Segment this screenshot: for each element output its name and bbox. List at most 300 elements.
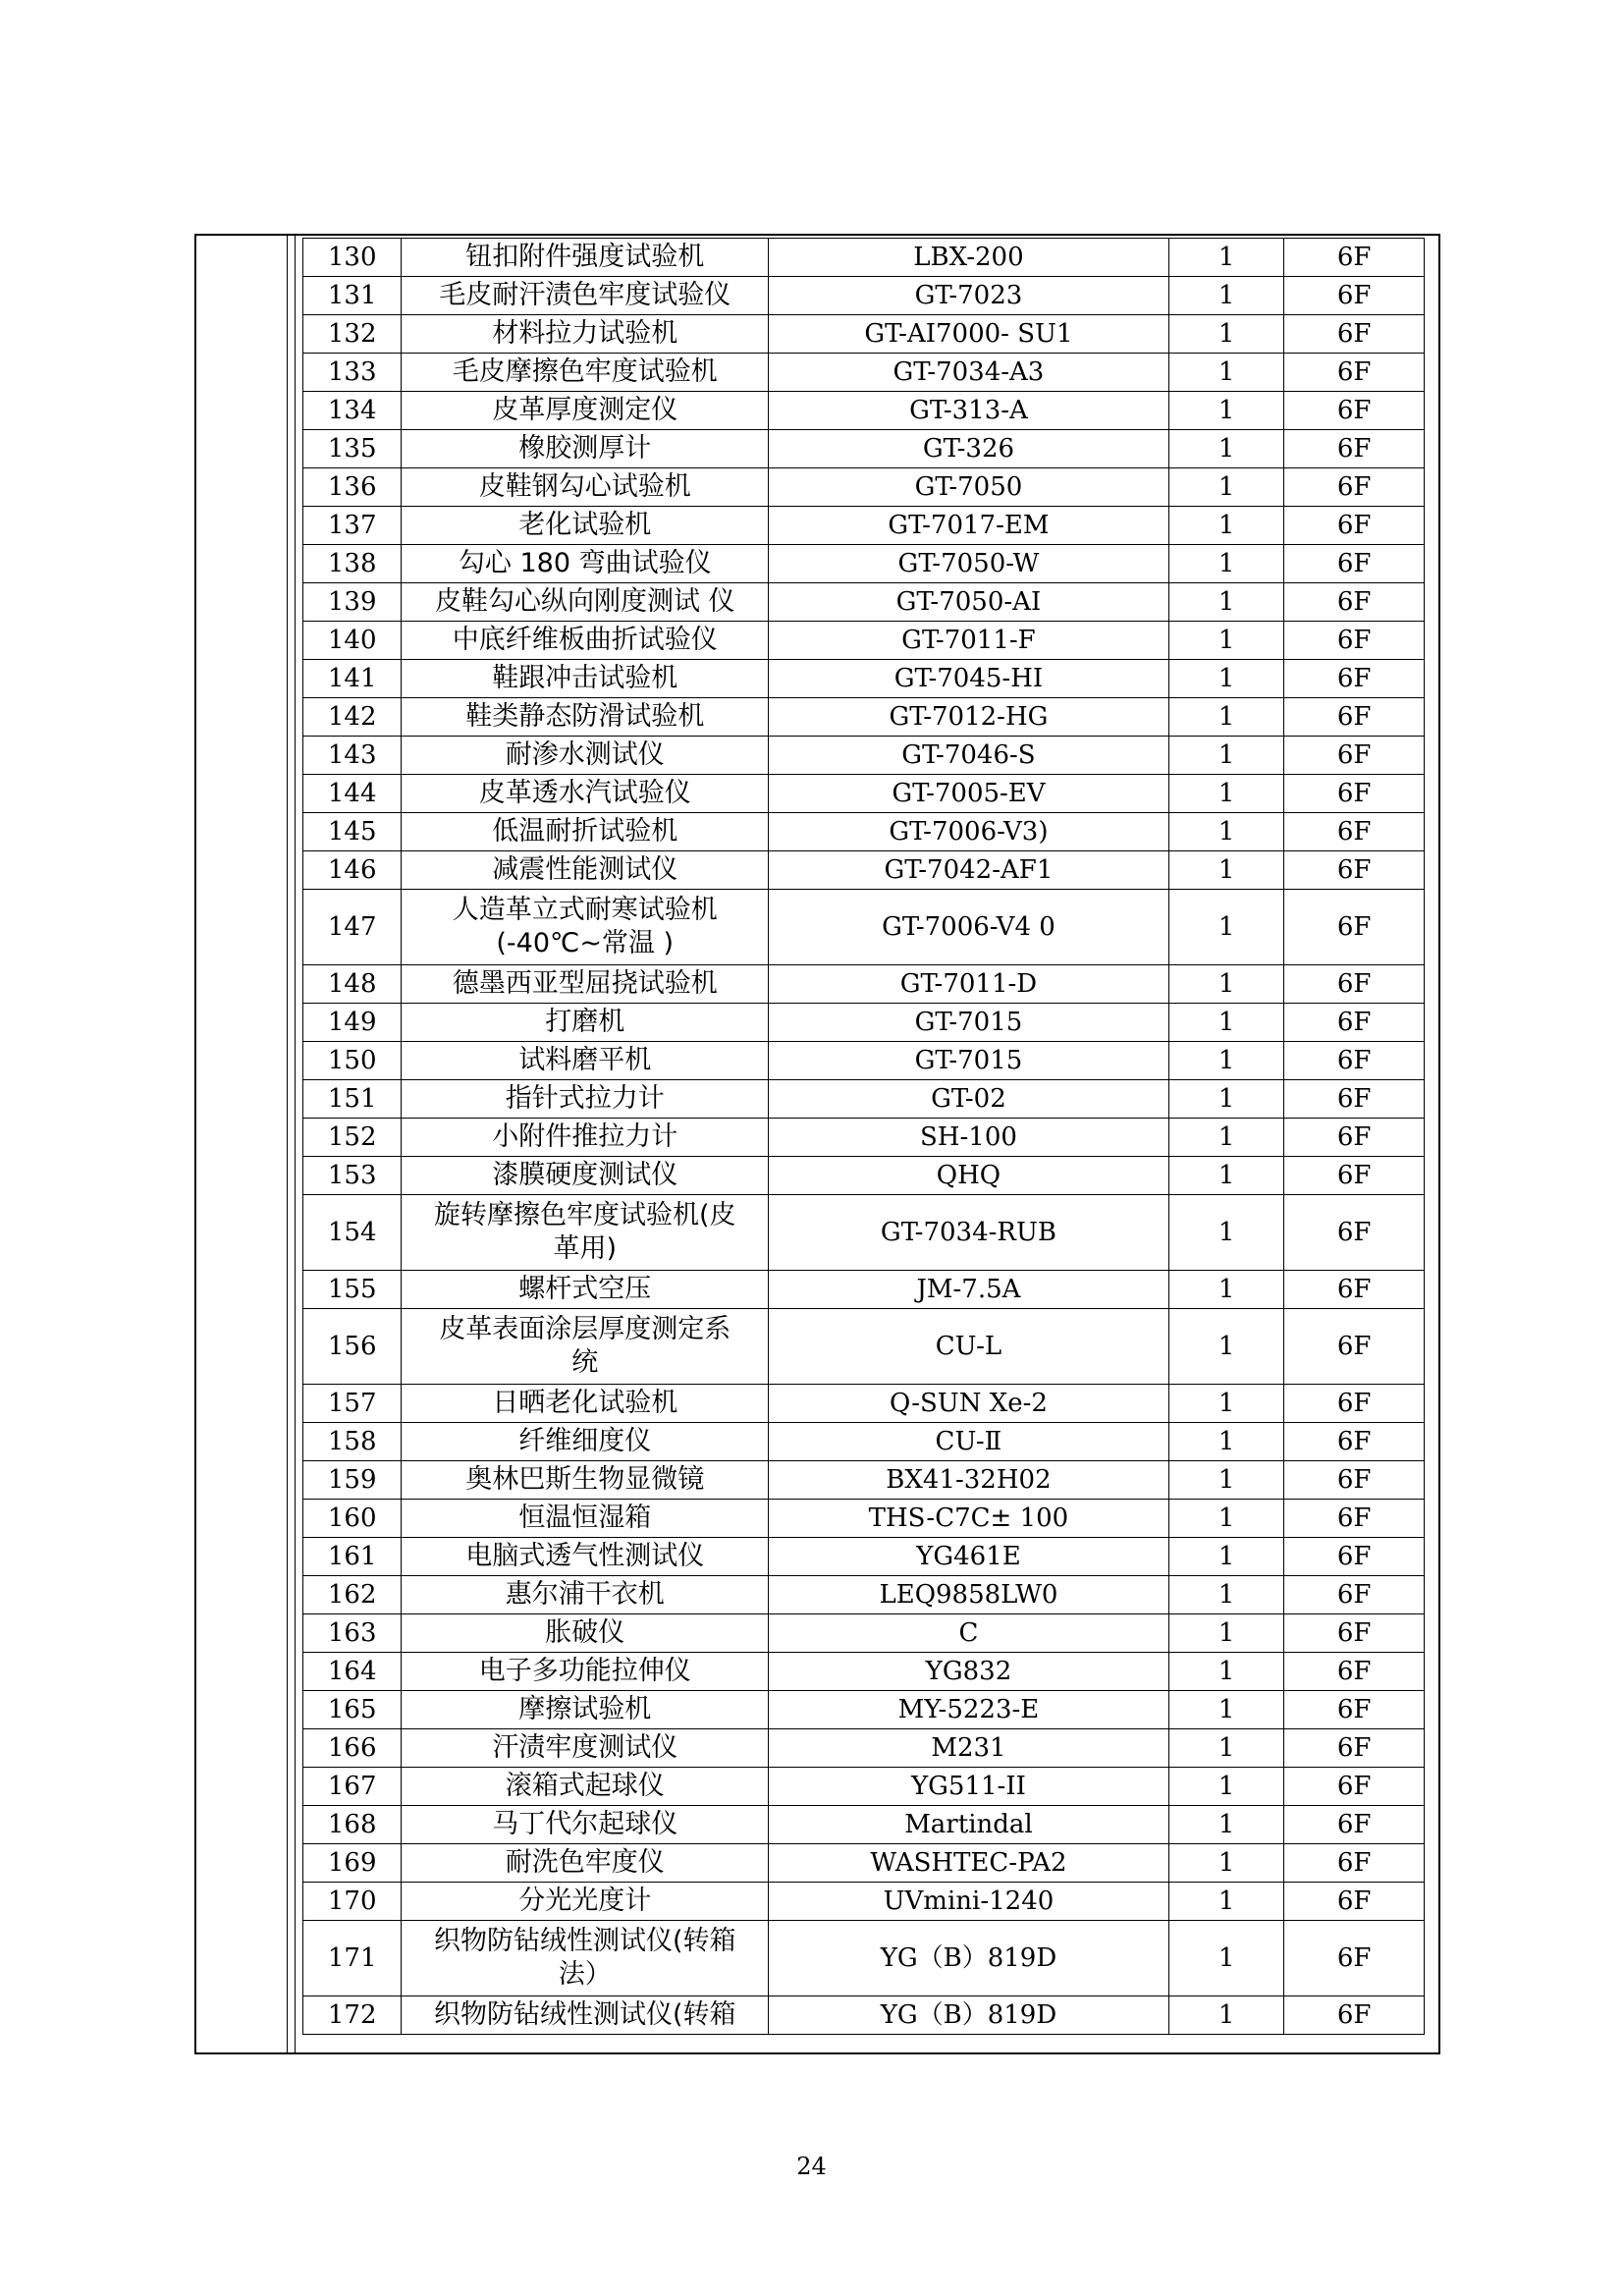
model-cell [769,239,1169,277]
floor-cell-text: 6F [1336,1886,1372,1916]
equipment-table-frame [194,234,1440,2054]
row-number-cell-text: 141 [327,664,377,693]
floor-cell [1284,1461,1425,1500]
quantity-cell [1168,239,1284,277]
floor-cell-text: 6F [1336,1465,1372,1495]
floor-cell-text: 6F [1336,357,1372,387]
equipment-name-cell-text: 恒温恒湿箱 [518,1503,652,1533]
quantity-cell [1168,1691,1284,1729]
model-cell-text: GT-7023 [914,281,1023,310]
quantity-cell-text: 1 [1217,1580,1235,1610]
table-row [303,1500,1425,1538]
model-cell [769,622,1169,660]
table-row [303,698,1425,737]
floor-cell-text: 6F [1336,1332,1372,1361]
floor-cell-text: 6F [1336,1427,1372,1456]
model-cell-text: GT-7015 [914,1046,1023,1075]
floor-cell [1284,1271,1425,1309]
row-number-cell-text: 168 [327,1810,377,1839]
model-cell [769,1461,1169,1500]
floor-cell [1284,1614,1425,1653]
model-cell-text: GT-7006-V4 0 [882,912,1055,942]
equipment-name-cell-text: 皮鞋勾心纵向刚度测试 仪 [434,586,735,617]
row-number-cell [303,1729,402,1768]
quantity-cell-text: 1 [1217,511,1235,540]
equipment-name-cell-text: 织物防钻绒性测试仪(转箱 [433,1999,736,2030]
row-number-cell-text: 161 [327,1542,377,1571]
equipment-name-cell-text: 电子多功能拉伸仪 [478,1656,691,1686]
equipment-name-cell [402,698,769,737]
table-row [303,1921,1425,1996]
quantity-cell [1168,1042,1284,1080]
model-cell-text: QHQ [936,1161,1001,1190]
floor-cell [1284,1806,1425,1844]
row-number-cell [303,1271,402,1309]
quantity-cell-text: 1 [1217,434,1235,464]
floor-cell-text: 6F [1336,664,1372,693]
row-number-cell-text: 170 [327,1886,377,1916]
equipment-name-cell [402,1461,769,1500]
quantity-cell [1168,1729,1284,1768]
model-cell-text: YG（B）819D [880,2000,1057,2030]
quantity-cell [1168,583,1284,622]
model-cell [769,1844,1169,1883]
floor-cell-text: 6F [1336,1695,1372,1724]
quantity-cell-text: 1 [1217,1542,1235,1571]
equipment-name-cell [402,583,769,622]
row-number-cell [303,1157,402,1195]
model-cell [769,698,1169,737]
model-cell-text: GT-02 [931,1084,1006,1114]
floor-cell-text: 6F [1336,1503,1372,1533]
row-number-cell-text: 153 [327,1161,377,1190]
model-cell [769,354,1169,392]
table-row [303,1080,1425,1119]
quantity-cell-text: 1 [1217,357,1235,387]
model-cell-text: MY-5223-E [897,1695,1040,1724]
equipment-table [302,238,1425,2035]
equipment-name-cell [402,1423,769,1461]
table-row [303,1729,1425,1768]
row-number-cell-text: 156 [327,1332,377,1361]
model-cell-text: C [958,1618,979,1648]
floor-cell-text: 6F [1336,1848,1372,1878]
table-row [303,354,1425,392]
quantity-cell [1168,1423,1284,1461]
quantity-cell [1168,1768,1284,1806]
quantity-cell [1168,1500,1284,1538]
floor-cell [1284,1691,1425,1729]
quantity-cell [1168,1614,1284,1653]
table-row [303,545,1425,583]
quantity-cell [1168,1004,1284,1042]
equipment-name-cell [402,622,769,660]
row-number-cell [303,1576,402,1614]
model-cell [769,1271,1169,1309]
model-cell [769,851,1169,890]
model-cell-text: GT-7011-F [901,626,1036,655]
quantity-cell-text: 1 [1217,1275,1235,1304]
model-cell [769,1653,1169,1691]
quantity-cell [1168,468,1284,507]
quantity-cell-text: 1 [1217,740,1235,770]
floor-cell [1284,1729,1425,1768]
row-number-cell [303,392,402,430]
quantity-cell [1168,1844,1284,1883]
quantity-cell-text: 1 [1217,243,1235,272]
row-number-cell [303,507,402,545]
quantity-cell [1168,1996,1284,2035]
table-row [303,890,1425,965]
quantity-cell-text: 1 [1217,2000,1235,2030]
row-number-cell [303,1883,402,1921]
equipment-name-cell [402,1538,769,1576]
quantity-cell-text: 1 [1217,702,1235,732]
quantity-cell-text: 1 [1217,664,1235,693]
floor-cell [1284,507,1425,545]
floor-cell [1284,239,1425,277]
equipment-name-cell [402,737,769,775]
floor-cell-text: 6F [1336,243,1372,272]
table-row [303,1119,1425,1157]
model-cell-text: THS-C7C± 100 [868,1503,1069,1533]
row-number-cell-text: 151 [327,1084,377,1114]
quantity-cell [1168,1653,1284,1691]
model-cell [769,583,1169,622]
model-cell [769,1385,1169,1423]
floor-cell-text: 6F [1336,1810,1372,1839]
floor-cell [1284,622,1425,660]
equipment-name-cell [402,851,769,890]
row-number-cell-text: 162 [327,1580,377,1610]
row-number-cell-text: 167 [327,1772,377,1801]
quantity-cell [1168,890,1284,965]
floor-cell-text: 6F [1336,2000,1372,2030]
floor-cell [1284,775,1425,813]
quantity-cell-text: 1 [1217,472,1235,502]
model-cell-text: CU-Ⅱ [935,1427,1002,1456]
model-cell [769,660,1169,698]
equipment-name-cell [402,354,769,392]
row-number-cell-text: 140 [327,626,377,655]
quantity-cell [1168,1385,1284,1423]
equipment-name-cell-text: 皮革表面涂层厚度测定系 [439,1314,731,1344]
page-number: 24 [796,2153,827,2180]
table-row [303,775,1425,813]
quantity-cell-text: 1 [1217,969,1235,999]
model-cell-text: BX41-32H02 [886,1465,1052,1495]
model-cell-text: YG832 [925,1657,1012,1686]
row-number-cell-text: 136 [327,472,377,502]
equipment-name-cell-text: 鞋跟冲击试验机 [492,663,678,693]
floor-cell-text: 6F [1336,281,1372,310]
quantity-cell-text: 1 [1217,1332,1235,1361]
floor-cell [1284,545,1425,583]
quantity-cell [1168,660,1284,698]
equipment-name-cell [402,392,769,430]
floor-cell-text: 6F [1336,319,1372,349]
equipment-name-cell-text: 试料磨平机 [518,1045,652,1075]
row-number-cell-text: 132 [327,319,377,349]
table-row [303,1309,1425,1385]
row-number-cell-text: 166 [327,1733,377,1763]
quantity-cell-text: 1 [1217,1848,1235,1878]
equipment-name-cell [402,660,769,698]
quantity-cell [1168,851,1284,890]
equipment-name-cell [402,1004,769,1042]
equipment-name-cell [402,965,769,1004]
floor-cell-text: 6F [1336,1618,1372,1648]
floor-cell [1284,698,1425,737]
floor-cell-text: 6F [1336,1008,1372,1037]
floor-cell [1284,392,1425,430]
quantity-cell-text: 1 [1217,1657,1235,1686]
floor-cell [1284,1538,1425,1576]
row-number-cell-text: 172 [327,2000,377,2030]
equipment-name-cell-text: 奥林巴斯生物显微镜 [465,1464,705,1495]
table-row [303,277,1425,315]
floor-cell-text: 6F [1336,912,1372,942]
floor-cell [1284,1309,1425,1385]
model-cell [769,1806,1169,1844]
table-row [303,813,1425,851]
equipment-name-cell-text: 电脑式透气性测试仪 [465,1541,705,1571]
floor-cell-text: 6F [1336,740,1372,770]
row-number-cell [303,1844,402,1883]
row-number-cell [303,583,402,622]
table-row [303,239,1425,277]
quantity-cell-text: 1 [1217,281,1235,310]
row-number-cell [303,698,402,737]
floor-cell [1284,315,1425,354]
row-number-cell-text: 137 [327,511,377,540]
row-number-cell [303,737,402,775]
table-row [303,1653,1425,1691]
model-cell [769,737,1169,775]
quantity-cell-text: 1 [1217,396,1235,425]
equipment-name-cell-text: 鞋类静态防滑试验机 [465,701,705,732]
equipment-name-cell-text: 皮鞋钢勾心试验机 [478,471,691,502]
quantity-cell-text: 1 [1217,549,1235,578]
table-row [303,1806,1425,1844]
equipment-name-cell [402,775,769,813]
quantity-cell [1168,698,1284,737]
equipment-name-cell-text: 橡胶测厚计 [518,433,652,464]
equipment-name-cell [402,1385,769,1423]
left-column-divider [287,236,288,2052]
floor-cell [1284,277,1425,315]
model-cell-text: Martindal [904,1810,1033,1839]
table-row [303,507,1425,545]
floor-cell [1284,1385,1425,1423]
table-row [303,1423,1425,1461]
quantity-cell [1168,1080,1284,1119]
equipment-name-cell-text: 分光光度计 [518,1886,652,1916]
table-row [303,1157,1425,1195]
row-number-cell [303,622,402,660]
equipment-name-cell [402,1921,769,1996]
model-cell-text: GT-7050 [914,472,1023,502]
equipment-name-cell-text: 打磨机 [545,1007,625,1037]
floor-cell [1284,1844,1425,1883]
row-number-cell [303,1423,402,1461]
quantity-cell-text: 1 [1217,1008,1235,1037]
floor-cell [1284,965,1425,1004]
model-cell [769,315,1169,354]
row-number-cell [303,1042,402,1080]
floor-cell [1284,1768,1425,1806]
quantity-cell [1168,775,1284,813]
model-cell [769,890,1169,965]
quantity-cell [1168,430,1284,468]
equipment-name-cell-text: 惠尔浦干衣机 [505,1579,665,1610]
row-number-cell-text: 152 [327,1122,377,1152]
floor-cell-text: 6F [1336,779,1372,808]
model-cell-text: GT-7042-AF1 [884,855,1054,885]
equipment-name-cell [402,277,769,315]
model-cell-text: GT-326 [922,434,1015,464]
row-number-cell-text: 139 [327,587,377,617]
floor-cell-text: 6F [1336,587,1372,617]
floor-cell [1284,1423,1425,1461]
equipment-name-cell-text: 漆膜硬度测试仪 [492,1160,678,1190]
quantity-cell [1168,392,1284,430]
row-number-cell [303,890,402,965]
floor-cell [1284,430,1425,468]
table-row [303,1385,1425,1423]
table-row [303,1538,1425,1576]
floor-cell-text: 6F [1336,1580,1372,1610]
quantity-cell [1168,1195,1284,1271]
table-row [303,468,1425,507]
quantity-cell [1168,507,1284,545]
model-cell-text: GT-7045-HI [893,664,1044,693]
row-number-cell [303,354,402,392]
equipment-name-cell [402,1614,769,1653]
floor-cell [1284,851,1425,890]
quantity-cell-text: 1 [1217,1695,1235,1724]
equipment-name-cell-text: 德墨西亚型屈挠试验机 [452,968,718,999]
quantity-cell-text: 1 [1217,1389,1235,1418]
model-cell-text: GT-7050-W [897,549,1040,578]
floor-cell [1284,737,1425,775]
floor-cell-text: 6F [1336,1542,1372,1571]
quantity-cell-text: 1 [1217,1810,1235,1839]
quantity-cell-text: 1 [1217,855,1235,885]
model-cell-text: YG511-II [911,1772,1026,1801]
model-cell-text: GT-AI7000- SU1 [864,319,1073,349]
row-number-cell-text: 165 [327,1695,377,1724]
quantity-cell [1168,277,1284,315]
model-cell [769,1042,1169,1080]
equipment-name-cell [402,1768,769,1806]
floor-cell [1284,1921,1425,1996]
quantity-cell-text: 1 [1217,1618,1235,1648]
row-number-cell [303,775,402,813]
floor-cell [1284,813,1425,851]
table-row [303,1883,1425,1921]
equipment-name-cell-text: 胀破仪 [545,1617,625,1648]
floor-cell [1284,1157,1425,1195]
equipment-name-cell-text: 耐渗水测试仪 [505,739,665,770]
row-number-cell-text: 143 [327,740,377,770]
row-number-cell [303,1119,402,1157]
equipment-name-cell [402,813,769,851]
equipment-name-cell [402,1691,769,1729]
model-cell-text: GT-313-A [909,396,1028,425]
model-cell [769,1195,1169,1271]
floor-cell [1284,1653,1425,1691]
floor-cell-text: 6F [1336,472,1372,502]
equipment-name-cell-text: 材料拉力试验机 [492,318,678,349]
model-cell [769,1157,1169,1195]
table-row [303,1461,1425,1500]
row-number-cell [303,430,402,468]
equipment-name-cell [402,430,769,468]
row-number-cell-text: 148 [327,969,377,999]
quantity-cell [1168,965,1284,1004]
quantity-cell-text: 1 [1217,779,1235,808]
row-number-cell-text: 171 [327,1943,377,1973]
table-row [303,851,1425,890]
row-number-cell [303,277,402,315]
model-cell [769,430,1169,468]
equipment-name-cell-text: 日晒老化试验机 [492,1388,678,1418]
model-cell [769,1614,1169,1653]
equipment-name-cell-text: 织物防钻绒性测试仪(转箱 [433,1926,736,1956]
model-cell [769,507,1169,545]
row-number-cell [303,1309,402,1385]
row-number-cell-text: 155 [327,1275,377,1304]
model-cell [769,1996,1169,2035]
row-number-cell [303,1614,402,1653]
model-cell [769,1004,1169,1042]
equipment-name-cell-text: 马丁代尔起球仪 [492,1809,678,1839]
row-number-cell-text: 154 [327,1218,377,1247]
quantity-cell-text: 1 [1217,912,1235,942]
quantity-cell-text: 1 [1217,1046,1235,1075]
quantity-cell-text: 1 [1217,1218,1235,1247]
equipment-name-cell [402,1119,769,1157]
table-row [303,1768,1425,1806]
table-row [303,392,1425,430]
model-cell-text: LEQ9858LW0 [879,1580,1058,1610]
row-number-cell [303,1195,402,1271]
row-number-cell [303,1768,402,1806]
table-row [303,1042,1425,1080]
quantity-cell-text: 1 [1217,626,1235,655]
row-number-cell [303,1653,402,1691]
row-number-cell-text: 169 [327,1848,377,1878]
floor-cell-text: 6F [1336,1943,1372,1973]
floor-cell-text: 6F [1336,969,1372,999]
table-row [303,1576,1425,1614]
model-cell-text: GT-7011-D [899,969,1038,999]
row-number-cell [303,1500,402,1538]
model-cell-text: SH-100 [920,1122,1017,1152]
equipment-name-cell [402,1996,769,2035]
floor-cell-text: 6F [1336,511,1372,540]
floor-cell-text: 6F [1336,549,1372,578]
model-cell-text: GT-7017-EM [888,511,1050,540]
row-number-cell-text: 150 [327,1046,377,1075]
equipment-name-cell [402,1309,769,1385]
equipment-name-cell [402,1195,769,1271]
floor-cell [1284,583,1425,622]
row-number-cell [303,1004,402,1042]
quantity-cell-text: 1 [1217,1733,1235,1763]
floor-cell [1284,660,1425,698]
